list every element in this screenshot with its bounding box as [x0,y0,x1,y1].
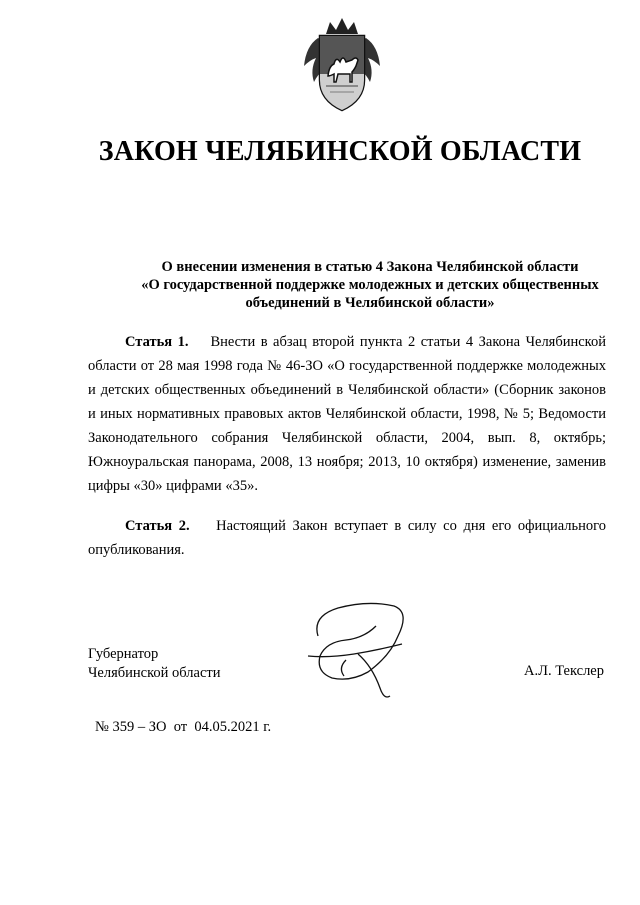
subject-line: объединений в Челябинской области» [245,295,495,311]
article-1-text: Внести в абзац второй пункта 2 статьи 4 Закона Челябинской области от 28 мая 1998 года № 46-ЗО «О государственной поддержке молодежных и детских общественных объединений в Челябинской области» (Сборник законов и иных нормативных правовых актов Челябинской области, 1998, № 5; Ведомости Законодательного собрания Челябинской области, 2004, вып. 8, октябрь; Южноуральская панорама, 2008, 13 ноября; 2013, 10 октября) изменение, заменив цифры «30» цифрами «35». [88,334,607,494]
governor-position-line: Челябинской области [88,665,221,681]
governor-position-line: Губернатор [88,646,159,662]
subject-line: «О государственной поддержке молодежных и детских общественных [141,277,599,293]
handwritten-signature [298,596,418,706]
article-2-label: Статья 2. [125,518,190,534]
subject-line: О внесении изменения в статью 4 Закона Челябинской области [161,259,579,275]
coat-of-arms-icon [296,16,388,116]
article-2 [88,514,606,562]
law-subject [130,258,610,312]
governor-position [88,645,221,683]
law-title: ЗАКОН ЧЕЛЯБИНСКОЙ ОБЛАСТИ [98,136,582,167]
law-number-date: № 359 – ЗО от 04.05.2021 г. [95,719,272,735]
article-2-text: Настоящий Закон вступает в силу со дня его официального опубликования. [88,518,606,558]
article-1-label: Статья 1. [125,334,189,350]
article-1 [88,330,606,498]
governor-name: А.Л. Текслер [524,663,604,679]
